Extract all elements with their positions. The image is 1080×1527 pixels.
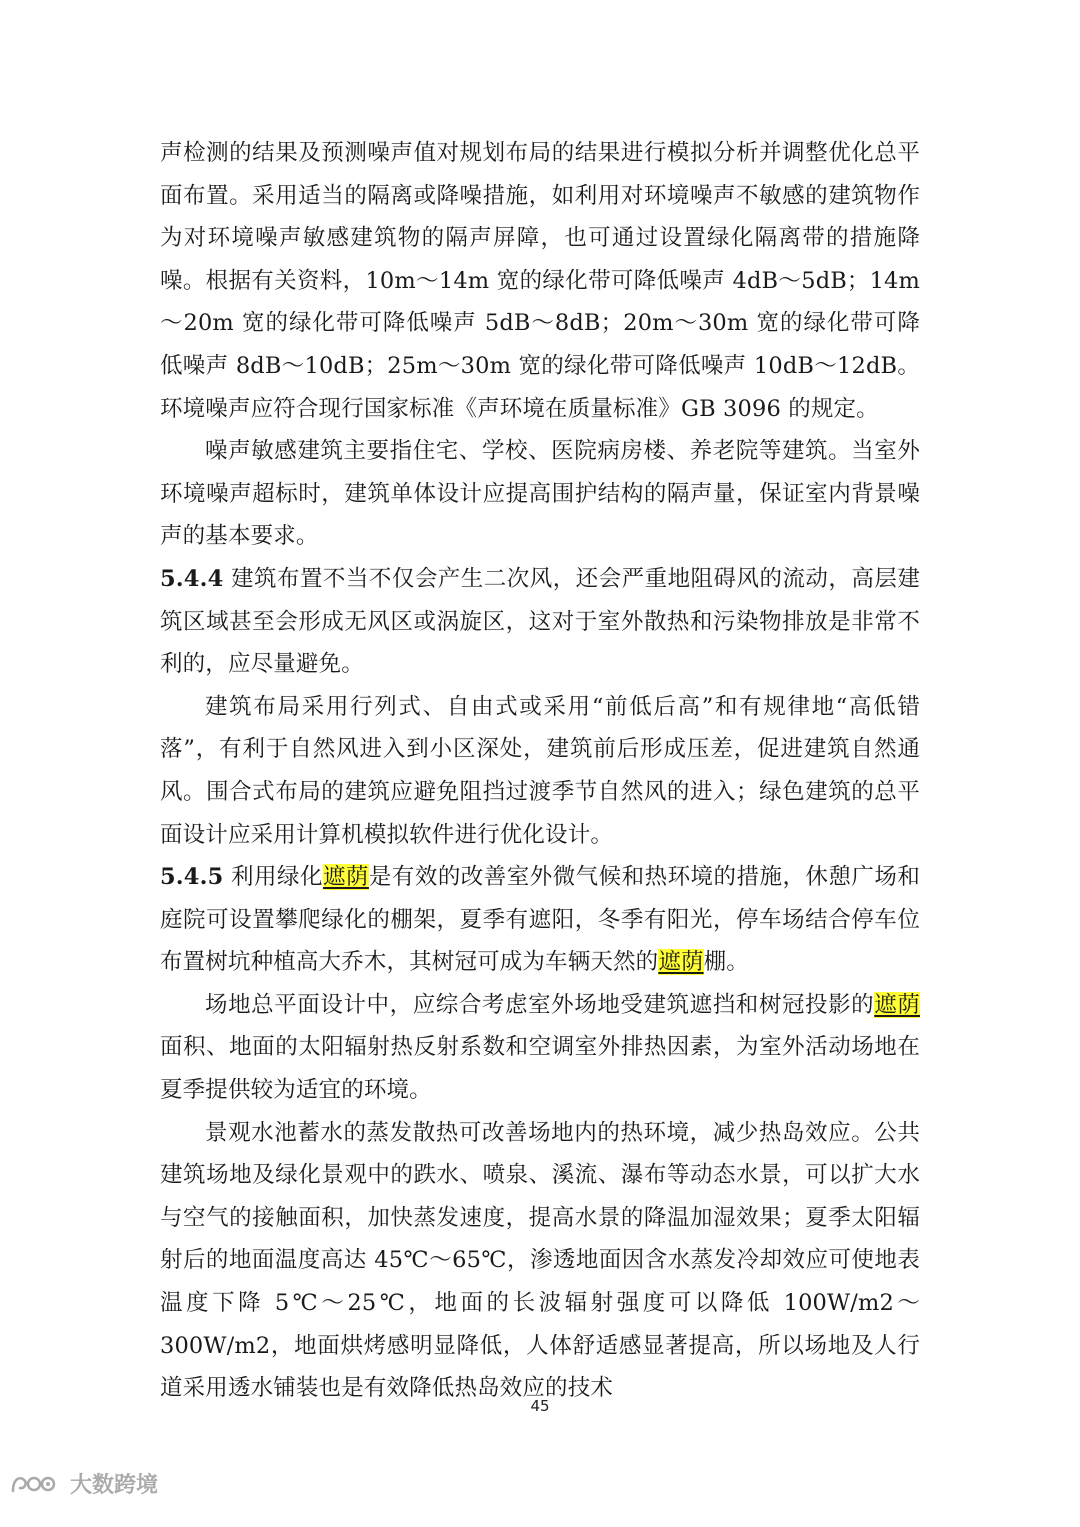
paragraph-text: 建筑布置不当不仅会产生二次风，还会严重地阻碍风的流动，高层建筑区域甚至会形成无风区或涡旋区，这对于室外散热和污染物排放是非常不利的，应尽量避免。: [160, 565, 920, 678]
paragraph-text: 建筑布局采用行列式、自由式或采用“前低后高”和有规律地“高低错落”，有利于自然风进入到小区深处，建筑前后形成压差，促进建筑自然通风。围合式布局的建筑应避免阻挡过渡季节自然风的进入；绿色建筑的总平面设计应采用计算机模拟软件进行优化设计。: [160, 693, 920, 848]
paragraph: [160, 856, 920, 984]
section-number: 5.4.4: [160, 565, 224, 592]
highlighted-term: 遮荫: [322, 864, 369, 891]
watermark-text: 大数跨境: [70, 1473, 159, 1498]
watermark-logo-icon: [10, 1471, 64, 1497]
paragraph-text: 棚。: [703, 949, 749, 976]
paragraph-text: 场地总平面设计中，应综合考虑室外场地受建筑遮挡和树冠投影的: [205, 991, 875, 1018]
highlighted-term: 遮荫: [658, 949, 704, 976]
paragraph: [160, 686, 920, 856]
paragraph-text: 噪声敏感建筑主要指住宅、学校、医院病房楼、养老院等建筑。当室外环境噪声超标时，建筑单体设计应提高围护结构的隔声量，保证室内背景噪声的基本要求。: [160, 438, 920, 550]
paragraph-text: 利用绿化: [223, 864, 323, 891]
paragraph-text: 景观水池蓄水的蒸发散热可改善场地内的热环境，减少热岛效应。公共建筑场地及绿化景观中的跌水、喷泉、溪流、瀑布等动态水景，可以扩大水与空气的接触面积，加快蒸发速度，提高水景的降温加湿效果；夏季太阳辐射后的地面温度高达 45℃～65℃，渗透地面因含水蒸发冷却效应可使地表温度下降 5℃～25℃，地面的长波辐射强度可以降低 100W/m2～300W/m2，地面烘烤感明显降低，人体舒适感显著提高，所以场地及人行道采用透水铺装也是有效降低热岛效应的技术: [160, 1119, 920, 1402]
paragraph-text: 是有效的改善室外微气候和热环境的措施，休憩广场和庭院可设置攀爬绿化的棚架，夏季有遮阳，冬季有阳光，停车场结合停车位布置树坑种植高大乔木，其树冠可成为车辆天然的: [160, 864, 920, 976]
paragraph: [160, 132, 920, 430]
highlighted-term: 遮荫: [874, 991, 920, 1018]
page-number: 45: [530, 1397, 550, 1415]
watermark: [10, 1468, 158, 1499]
paragraph-text: 面积、地面的太阳辐射热反射系数和空调室外排热因素，为室外活动场地在夏季提供较为适宜的环境。: [160, 1034, 920, 1104]
paragraph-text: 声检测的结果及预测噪声值对规划布局的结果进行模拟分析并调整优化总平面布置。采用适当的隔离或降噪措施，如利用对环境噪声不敏感的建筑物作为对环境噪声敏感建筑物的隔声屏障，也可通过设置绿化隔离带的措施降噪。根据有关资料，10m～14m 宽的绿化带可降低噪声 4dB～5dB；14m～20m 宽的绿化带可降低噪声 5dB～8dB；20m～30m 宽的绿化带可降低噪声 8dB～10dB；25m～30m 宽的绿化带可降低噪声 10dB～12dB。环境噪声应符合现行国家标准《声环境在质量标准》GB 3096 的规定。: [160, 140, 920, 422]
paragraph: [160, 558, 920, 686]
document-body: [160, 132, 920, 1410]
paragraph: [160, 984, 920, 1112]
paragraph: [160, 1112, 920, 1410]
paragraph: [160, 430, 920, 558]
section-number: 5.4.5: [160, 864, 224, 891]
